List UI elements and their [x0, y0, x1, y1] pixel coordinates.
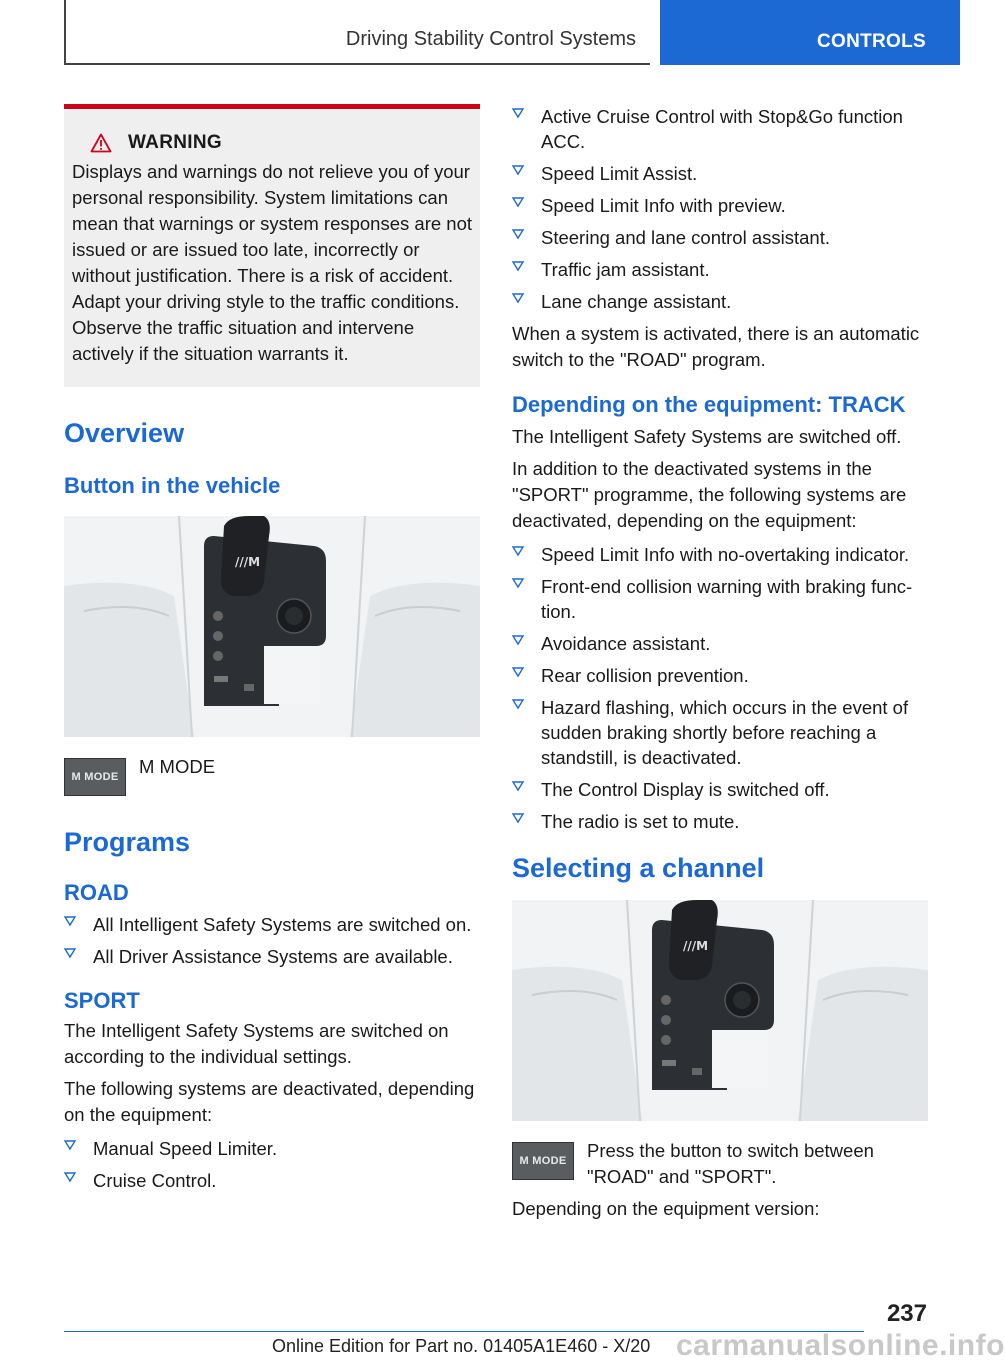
bullet-triangle-icon — [512, 164, 524, 176]
m-mode-row — [64, 758, 480, 796]
list-item — [512, 225, 928, 250]
overview-heading: Overview — [64, 418, 185, 448]
m-mode-button-2[interactable]: M MODE — [512, 1142, 574, 1180]
track-item-text: The radio is set to mute. — [541, 811, 740, 832]
bullet-triangle-icon — [512, 545, 524, 557]
track-item-text: Hazard flashing, which occurs in the event of sudden braking shortly before reaching a standstill, is deactivated. — [541, 697, 909, 768]
sport-item-text: Steering and lane control assistant. — [541, 227, 830, 248]
list-item — [512, 161, 928, 186]
road-heading: ROAD — [64, 880, 129, 905]
sport-list-right — [512, 104, 928, 314]
track-intro-1: The Intelligent Safety Systems are switched off. — [512, 426, 902, 447]
bullet-triangle-icon — [512, 666, 524, 678]
list-item — [512, 695, 928, 770]
programs-heading: Programs — [64, 827, 191, 857]
track-item-text: Front-end collision warning with braking function. — [541, 576, 913, 622]
bullet-triangle-icon — [512, 577, 524, 589]
sport-item-text: Traffic jam assistant. — [541, 259, 710, 280]
sport-item-text: Cruise Control. — [93, 1170, 217, 1191]
list-item — [64, 944, 480, 969]
bullet-triangle-icon — [512, 260, 524, 272]
warning-text: Displays and warnings do not relieve you of your personal responsibility. System limitations can mean that warnings or system responses are not issued or are issued too late, incorrectly or without justification. There is a risk of accident. Adapt your driving style to the traffic conditions. Observe the traffic situation and intervene actively if the situation warrants it. — [72, 161, 472, 364]
warning-box — [64, 104, 480, 387]
watermark: carmanualsonline.info — [676, 1329, 1005, 1362]
bullet-triangle-icon — [64, 915, 76, 927]
sport-outro: When a system is activated, there is an automatic switch to the "ROAD" program. — [512, 323, 920, 370]
track-item-text: Rear collision prevention. — [541, 665, 749, 686]
road-item-text: All Driver Assistance Systems are available. — [93, 946, 453, 967]
track-intro-2: In addition to the deactivated systems in the "SPORT" programme, the following systems are deactivated, depending on the equipment: — [512, 458, 907, 531]
sport-list-left — [64, 1136, 480, 1193]
edition-note: Online Edition for Part no. 01405A1E460 - X/20 — [272, 1336, 651, 1356]
list-item — [512, 542, 928, 567]
list-item — [64, 1136, 480, 1161]
svg-text:///M: ///M — [683, 939, 709, 953]
sport-heading: SPORT — [64, 988, 140, 1013]
list-item — [512, 663, 928, 688]
svg-text:///M: ///M — [235, 555, 261, 569]
center-console-photo — [64, 516, 480, 737]
sport-item-text: Speed Limit Info with preview. — [541, 195, 786, 216]
right-column — [512, 104, 928, 1228]
sport-item-text: Speed Limit Assist. — [541, 163, 698, 184]
bullet-triangle-icon — [512, 292, 524, 304]
list-item — [512, 809, 928, 834]
center-console-photo-2 — [512, 900, 928, 1121]
sport-intro-1: The Intelligent Safety Systems are switched on according to the individual settings. — [64, 1020, 449, 1067]
list-item — [512, 574, 928, 624]
button-in-vehicle-heading: Button in the vehicle — [64, 473, 281, 498]
list-item — [512, 631, 928, 656]
chapter-tab-label: CONTROLS — [816, 31, 926, 52]
bullet-triangle-icon — [512, 780, 524, 792]
track-heading: Depending on the equipment: TRACK — [512, 392, 906, 417]
warning-triangle-icon — [90, 133, 112, 153]
m-mode-row-2 — [512, 1142, 928, 1190]
bullet-triangle-icon — [512, 196, 524, 208]
m-mode-caption: M MODE — [139, 756, 216, 777]
page-number: 237 — [886, 1300, 927, 1327]
list-item — [512, 193, 928, 218]
left-column — [64, 104, 480, 1200]
sport-intro-2: The following systems are deactivated, depending on the equipment: — [64, 1078, 475, 1125]
bullet-triangle-icon — [64, 1171, 76, 1183]
selecting-channel-heading: Selecting a channel — [512, 853, 765, 883]
list-item — [64, 1168, 480, 1193]
bullet-triangle-icon — [512, 228, 524, 240]
m-mode-button[interactable]: M MODE — [64, 758, 126, 796]
track-list — [512, 542, 928, 834]
warning-header — [90, 131, 472, 155]
track-item-text: Avoidance assistant. — [541, 633, 711, 654]
bullet-triangle-icon — [512, 634, 524, 646]
list-item — [512, 777, 928, 802]
sport-item-text: Active Cruise Control with Stop&Go function ACC. — [541, 106, 903, 152]
track-item-text: Speed Limit Info with no-overtaking indicator. — [541, 544, 910, 565]
track-item-text: The Control Display is switched off. — [541, 779, 830, 800]
header-bottom-rule — [64, 63, 650, 65]
bullet-triangle-icon — [512, 698, 524, 710]
selecting-outro: Depending on the equipment version: — [512, 1198, 820, 1219]
bullet-triangle-icon — [512, 107, 524, 119]
section-title: Driving Stability Control Systems — [345, 28, 636, 50]
list-item — [512, 104, 928, 154]
bullet-triangle-icon — [64, 947, 76, 959]
bullet-triangle-icon — [64, 1139, 76, 1151]
bullet-triangle-icon — [512, 812, 524, 824]
list-item — [512, 289, 928, 314]
list-item — [512, 257, 928, 282]
selecting-caption: Press the button to switch between "ROAD" and "SPORT". — [587, 1140, 874, 1187]
chapter-tab[interactable] — [660, 0, 960, 65]
road-list — [64, 912, 480, 969]
road-item-text: All Intelligent Safety Systems are switched on. — [93, 914, 472, 935]
sport-item-text: Lane change assistant. — [541, 291, 732, 312]
warning-title: WARNING — [128, 132, 222, 153]
sport-item-text: Manual Speed Limiter. — [93, 1138, 278, 1159]
list-item — [64, 912, 480, 937]
